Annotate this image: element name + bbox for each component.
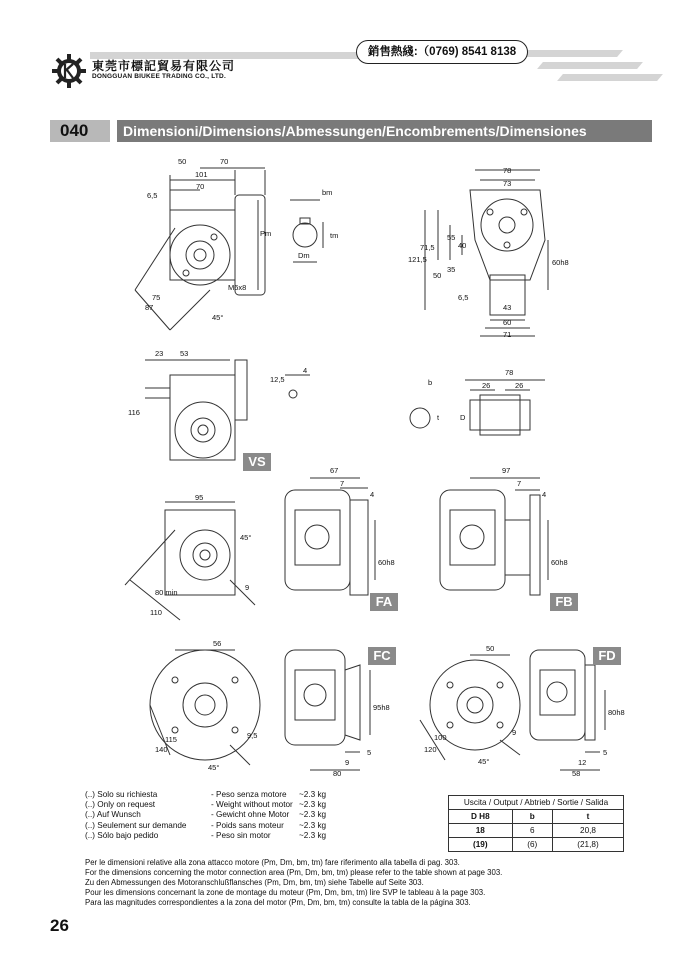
dim-label: 120 bbox=[424, 745, 437, 754]
dim-label: 97 bbox=[502, 466, 511, 475]
note-label: (..) Auf Wunsch bbox=[85, 810, 141, 820]
dim-label: 45° bbox=[212, 313, 224, 322]
dim-label: 60h8 bbox=[551, 558, 568, 567]
note-value: ~2.3 kg bbox=[299, 830, 327, 840]
note-value: ~2.3 kg bbox=[299, 820, 327, 830]
dim-label: 80 bbox=[333, 769, 342, 778]
dim-label: 58 bbox=[572, 769, 581, 778]
company-name-cn: 東莞市標記貿易有限公司 bbox=[92, 59, 236, 73]
note-row bbox=[85, 790, 326, 800]
output-dimensions-table bbox=[448, 795, 624, 852]
company-name-en: DONGGUAN BIUKEE TRADING CO., LTD. bbox=[92, 73, 226, 80]
dim-label: 116 bbox=[128, 408, 140, 417]
note-value: ~2.3 kg bbox=[299, 790, 327, 799]
note-value: ~2.3 kg bbox=[299, 810, 327, 820]
dim-label: 6,5 bbox=[458, 293, 469, 302]
dim-label: 70 bbox=[220, 157, 229, 166]
drawing-fa-right bbox=[285, 478, 375, 595]
dim-label: 71 bbox=[503, 330, 512, 339]
dim-label: 45° bbox=[478, 757, 490, 766]
dim-label: 73 bbox=[503, 179, 512, 188]
dim-label: 80h8 bbox=[608, 708, 625, 717]
table-cell: 6 bbox=[512, 824, 552, 838]
tag-vs: VS bbox=[243, 453, 271, 471]
dim-label: 60h8 bbox=[552, 258, 569, 267]
dim-label: 115 bbox=[165, 735, 177, 744]
dim-label: 75 bbox=[152, 293, 161, 302]
dim-label: 56 bbox=[213, 639, 222, 648]
note-row bbox=[85, 831, 326, 841]
dim-label: 4 bbox=[542, 490, 547, 499]
note-row bbox=[85, 810, 326, 820]
drawing-vs bbox=[145, 360, 310, 460]
tag-fc: FC bbox=[368, 647, 396, 665]
dim-label: 23 bbox=[155, 349, 164, 358]
dim-label: tm bbox=[330, 231, 339, 240]
dim-label: 9 bbox=[512, 728, 517, 737]
dim-label: 5 bbox=[603, 748, 608, 757]
table-cell: (21,8) bbox=[552, 838, 623, 852]
dim-label: 50 bbox=[178, 157, 187, 166]
footer-line: Pour les dimensions concernant la zone de montage du moteur (Pm, Dm, bm, tm) lire SVP le tableau à la page 303. bbox=[85, 888, 486, 897]
dim-label: 95h8 bbox=[373, 703, 390, 712]
drawing-fc-right bbox=[285, 650, 370, 770]
tag-fd: FD bbox=[593, 647, 621, 665]
note-desc: - Peso senza motore bbox=[211, 790, 287, 799]
dim-label: 101 bbox=[195, 170, 208, 179]
dim-label: 95 bbox=[195, 493, 204, 502]
dim-label: 78 bbox=[503, 166, 512, 175]
dim-label: 60 bbox=[503, 318, 512, 327]
dim-label: 26 bbox=[482, 381, 491, 390]
note-label: (..) Seulement sur demande bbox=[85, 820, 187, 830]
dim-label: 9 bbox=[245, 583, 250, 592]
tag-fa: FA bbox=[370, 593, 398, 611]
dim-label: 5 bbox=[367, 748, 372, 757]
note-value: ~2.3 kg bbox=[299, 800, 327, 810]
dim-label: 50 bbox=[486, 644, 495, 653]
weight-notes bbox=[85, 790, 326, 841]
drawing-top-right bbox=[425, 170, 548, 336]
dim-label: 55 bbox=[447, 233, 456, 242]
note-desc: - Peso sin motor bbox=[211, 830, 271, 840]
dim-label: 6,5 bbox=[147, 191, 158, 200]
dim-label: 45° bbox=[208, 763, 220, 772]
model-number: 040 bbox=[50, 120, 110, 142]
table-row bbox=[449, 838, 624, 852]
dim-label: 35 bbox=[447, 265, 456, 274]
dim-label: 50 bbox=[433, 271, 442, 280]
note-label: (..) Sólo bajo pedido bbox=[85, 830, 159, 840]
dim-label: 110 bbox=[150, 608, 162, 617]
dim-label: 100 bbox=[434, 733, 447, 742]
dim-label: 70 bbox=[196, 182, 205, 191]
table-cell: 20,8 bbox=[552, 824, 623, 838]
table-col-header: b bbox=[512, 810, 552, 824]
note-desc: - Weight without motor bbox=[211, 800, 293, 810]
dim-label: t bbox=[437, 413, 440, 422]
drawing-fa-left bbox=[125, 502, 255, 620]
dim-label: 87 bbox=[145, 303, 154, 312]
dim-label: 7 bbox=[340, 479, 345, 488]
note-desc: - Gewicht ohne Motor bbox=[211, 810, 290, 820]
drawing-fb-right bbox=[440, 478, 548, 595]
note-label: (..) Only on request bbox=[85, 800, 156, 810]
table-col-header: t bbox=[552, 810, 623, 824]
note-row bbox=[85, 800, 326, 810]
note-desc: - Poids sans moteur bbox=[211, 820, 284, 830]
dim-label: 9,5 bbox=[247, 731, 258, 740]
dim-label: 80 min bbox=[155, 588, 178, 597]
dim-label: 4 bbox=[370, 490, 375, 499]
dim-label: b bbox=[428, 378, 433, 387]
section-title: Dimensioni/Dimensions/Abmessungen/Encombrements/Dimensiones bbox=[117, 120, 652, 142]
dim-label: Dm bbox=[298, 251, 310, 260]
dim-label: 7 bbox=[517, 479, 522, 488]
dim-label: 40 bbox=[458, 241, 467, 250]
table-cell: 18 bbox=[449, 824, 513, 838]
table-header: Uscita / Output / Abtrieb / Sortie / Salida bbox=[449, 796, 624, 810]
note-row bbox=[85, 821, 326, 831]
table-cell: (19) bbox=[449, 838, 513, 852]
dim-label: M6x8 bbox=[228, 283, 247, 292]
dim-label: Pm bbox=[260, 229, 272, 238]
dim-label: 53 bbox=[180, 349, 189, 358]
footer-line: Per le dimensioni relative alla zona attacco motore (Pm, Dm, bm, tm) fare riferimento alla tabella di pag. 303. bbox=[85, 858, 460, 867]
dim-label: 140 bbox=[155, 745, 168, 754]
dim-label: 4 bbox=[303, 366, 308, 375]
dim-label: 12 bbox=[578, 758, 587, 767]
dim-label: 67 bbox=[330, 466, 339, 475]
dim-label: 45° bbox=[240, 533, 252, 542]
footer-line: For the dimensions concerning the motor connection area (Pm, Dm, bm, tm) please refer to the table shown at page 303. bbox=[85, 868, 503, 877]
dim-label: 78 bbox=[505, 368, 514, 377]
footer-line: Para las magnitudes correspondientes a la zona del motor (Pm, Dm, bm, tm) consulte la tabla de la página 303. bbox=[85, 898, 471, 907]
table-col-header: D H8 bbox=[449, 810, 513, 824]
table-cell: (6) bbox=[512, 838, 552, 852]
dim-label: 43 bbox=[503, 303, 512, 312]
dim-label: 60h8 bbox=[378, 558, 395, 567]
footer-line: Zu den Abmessungen des Motoranschlußflansches (Pm, Dm, bm, tm) siehe Tabelle auf Seite 303. bbox=[85, 878, 424, 887]
tag-fb: FB bbox=[550, 593, 578, 611]
table-row bbox=[449, 824, 624, 838]
drawing-hollow-shaft bbox=[410, 380, 545, 435]
dim-label: 26 bbox=[515, 381, 524, 390]
sales-hotline: 銷售熱綫:（0769) 8541 8138 bbox=[356, 40, 528, 64]
dim-label: D bbox=[460, 413, 466, 422]
note-label: (..) Solo su richiesta bbox=[85, 790, 158, 799]
drawing-fd-right bbox=[530, 650, 608, 770]
dim-label: 9 bbox=[345, 758, 350, 767]
dim-label: 121,5 bbox=[408, 255, 427, 264]
dim-label: 71,5 bbox=[420, 243, 435, 252]
dim-label: bm bbox=[322, 188, 333, 197]
page-number: 26 bbox=[50, 916, 69, 935]
footer-notes bbox=[85, 858, 502, 908]
dim-label: 12,5 bbox=[270, 375, 285, 384]
